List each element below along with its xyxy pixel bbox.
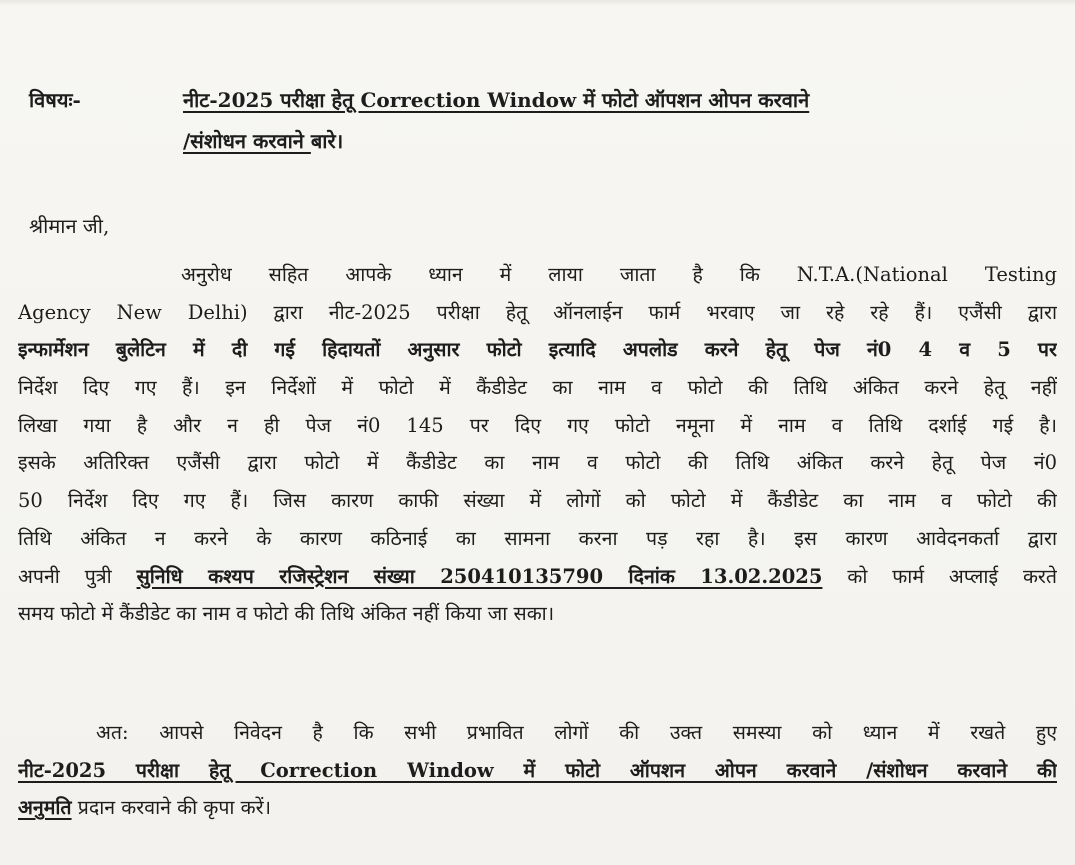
paragraph-line-with-registration bbox=[18, 558, 1057, 596]
request-line-underlined: नीट-2025 परीक्षा हेतू Correction Window में फोटो ऑपशन ओपन करवाने /संशोधन करवाने की bbox=[18, 758, 1057, 782]
paragraph-line: इन्फार्मेशन बुलेटिन में दी गई हिदायतों अनुसार फोटो इत्यादि अपलोड करने हेतू पेज नं0 4 व 5 पर bbox=[18, 338, 1057, 362]
paragraph-line: Agency New Delhi) द्वारा नीट-2025 परीक्षा हेतू ऑनलाईन फार्म भरवाए जा रहे रहे हैं। एजैंसी द्वारा bbox=[18, 300, 1057, 324]
line9-post: को फार्म अप्लाई करते bbox=[822, 564, 1057, 588]
body-paragraph-2 bbox=[18, 714, 1057, 827]
permission-word: अनुमति bbox=[18, 796, 72, 820]
paragraph-line: लिखा गया है और न ही पेज नं0 145 पर दिए गए फोटो नमूना में नाम व तिथि दर्शाई गई है। bbox=[18, 413, 1057, 437]
subject-text-2-underlined: /संशोधन करवाने bbox=[183, 129, 311, 153]
final-request-text: प्रदान करवाने की कृपा करें। bbox=[71, 796, 272, 820]
paragraph-line: 50 निर्देश दिए गए हैं। जिस कारण काफी संख्या में लोगों को फोटो में कैंडीडेट का नाम व फोटो की bbox=[18, 489, 1057, 513]
paragraph-line: अनुरोध सहित आपके ध्यान में लाया जाता है कि N.T.A.(National Testing bbox=[181, 263, 1057, 286]
salutation: श्रीमान जी, bbox=[29, 214, 110, 238]
body-paragraph-1 bbox=[18, 256, 1057, 633]
subject-line-1 bbox=[183, 86, 1043, 113]
page-top-edge bbox=[0, 0, 1075, 6]
paragraph-line: तिथि अंकित न करने के कारण कठिनाई का सामना करना पड़ रहा है। इस कारण आवेदनकर्ता द्वारा bbox=[18, 526, 1057, 550]
subject-text-2-rest: बारे। bbox=[310, 129, 344, 153]
paragraph-line: अत: आपसे निवेदन है कि सभी प्रभावित लोगों की उक्त समस्या को ध्यान में रखते हुए bbox=[96, 721, 1057, 744]
subject-text-1: नीट-2025 परीक्षा हेतू Correction Window में फोटो ऑपशन ओपन करवाने bbox=[183, 88, 810, 112]
paragraph-line: इसके अतिरिक्त एजैंसी द्वारा फोटो में कैंडीडेट का नाम व फोटो की तिथि अंकित करने हेतू पेज नं0 bbox=[18, 451, 1057, 475]
registration-details: सुनिधि कश्यप रजिस्ट्रेशन संख्या 250410135790 दिनांक 13.02.2025 bbox=[136, 564, 823, 588]
subject-line-2 bbox=[183, 127, 1043, 154]
subject-label: विषयः- bbox=[29, 88, 81, 112]
line9-pre: अपनी पुत्री bbox=[18, 564, 137, 588]
paragraph-line-final bbox=[18, 789, 1057, 827]
paragraph-line: समय फोटो में कैंडीडेट का नाम व फोटो की तिथि अंकित नहीं किया जा सका। bbox=[18, 602, 555, 626]
paragraph-line: निर्देश दिए गए हैं। इन निर्देशों में फोटो में कैंडीडेट का नाम व फोटो की तिथि अंकित करने हेतू नहीं bbox=[18, 376, 1057, 400]
